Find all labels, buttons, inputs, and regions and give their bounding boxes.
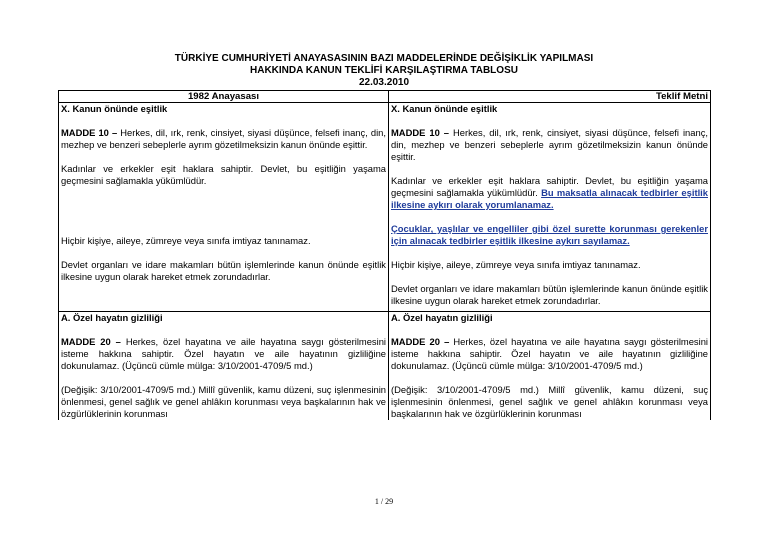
paragraph: Devlet organları ve idare makamları bütün işlemlerinde kanun önünde eşitlik ilkesine uygun olarak hareket etmek zorundadırlar. xyxy=(391,283,708,306)
paragraph: Hiçbir kişiye, aileye, zümreye veya sınıfa imtiyaz tanınamaz. xyxy=(61,235,311,246)
title-line-2: HAKKINDA KANUN TEKLİFİ KARŞILAŞTIRMA TABLOSU xyxy=(250,65,518,76)
section2-left-cell xyxy=(59,312,389,421)
comparison-table xyxy=(58,90,711,420)
article-label: MADDE 20 – xyxy=(61,336,121,347)
article-text: Herkes, özel hayatına ve aile hayatına saygı gösterilmesini isteme hakkına sahiptir. Özel hayatın ve aile hayatının gizliliğine dokunulamaz. (Üçüncü cümle mülga: 3/10/2001-4709/5 md.) xyxy=(61,336,386,371)
added-text: Bu maksatla alınacak tedbirler eşitlik ilkesine aykırı olarak yorumlanamaz. xyxy=(391,187,708,210)
column-header-right: Teklif Metni xyxy=(389,91,711,103)
table-header-row xyxy=(59,91,711,103)
article-text: Herkes, dil, ırk, renk, cinsiyet, siyasi düşünce, felsefi inanç, din, mezhep ve benzeri sebeplerle ayrım gözetilmeksizin kanun önünde eşittir. xyxy=(391,127,708,162)
article-text: Herkes, dil, ırk, renk, cinsiyet, siyasi düşünce, felsefi inanç, din, mezhep ve benzeri sebeplerle ayrım gözetilmeksizin kanun önünde eşittir. xyxy=(61,127,387,150)
title-date: 22.03.2010 xyxy=(358,77,410,88)
article-label: MADDE 20 – xyxy=(391,336,450,347)
paragraph: Kadınlar ve erkekler eşit haklara sahiptir. Devlet, bu eşitliğin yaşama geçmesini sağlamakla yükümlüdür. xyxy=(61,163,386,186)
added-paragraph: Çocuklar, yaşlılar ve engelliler gibi özel surette korunması gerekenler için alınacak tedbirler eşitlik ilkesine aykırı sayılamaz. xyxy=(391,223,708,246)
paragraph xyxy=(61,336,386,372)
section-heading: A. Özel hayatın gizliliği xyxy=(391,312,493,323)
title-line-1: TÜRKİYE CUMHURİYETİ ANAYASASININ BAZI MADDELERİNDE DEĞİŞİKLİK YAPILMASI xyxy=(174,53,594,64)
table-row xyxy=(59,103,711,312)
section-heading: A. Özel hayatın gizliliği xyxy=(61,312,163,323)
paragraph: Devlet organları ve idare makamları bütün işlemlerinde kanun önünde eşitlik ilkesine uygun olarak hareket etmek zorundadırlar. xyxy=(61,259,386,282)
document-title xyxy=(0,53,768,89)
paragraph: Hiçbir kişiye, aileye, zümreye veya sınıfa imtiyaz tanınamaz. xyxy=(391,259,641,270)
section1-left-cell xyxy=(59,103,389,312)
column-header-left: 1982 Anayasası xyxy=(59,91,389,103)
table-row xyxy=(59,312,711,421)
paragraph xyxy=(391,127,708,163)
article-label: MADDE 10 – xyxy=(61,127,118,138)
article-label: MADDE 10 – xyxy=(391,127,450,138)
paragraph xyxy=(61,127,386,151)
section-heading: X. Kanun önünde eşitlik xyxy=(391,103,498,114)
section2-right-cell xyxy=(389,312,711,421)
paragraph xyxy=(391,336,708,372)
original-text: Kadınlar ve erkekler eşit haklara sahiptir. Devlet, bu eşitliğin yaşama geçmesini sağlamakla yükümlüdür. xyxy=(391,175,708,198)
section-heading: X. Kanun önünde eşitlik xyxy=(61,103,168,114)
paragraph xyxy=(391,175,708,211)
article-text: Herkes, özel hayatına ve aile hayatına saygı gösterilmesini isteme hakkına sahiptir. Özel hayatın ve aile hayatının gizliliğine dokunulamaz. (Üçüncü cümle mülga: 3/10/2001-4709/5 md.) xyxy=(391,336,708,371)
section1-right-cell xyxy=(389,103,711,312)
paragraph: (Değişik: 3/10/2001-4709/5 md.) Millî güvenlik, kamu düzeni, suç işlenmesinin önlenmesi, genel sağlık ve genel ahlâkın korunması veya başkalarının hak ve özgürlüklerinin korunması xyxy=(391,384,708,419)
page-number: 1 / 29 xyxy=(374,497,394,506)
paragraph: (Değişik: 3/10/2001-4709/5 md.) Millî güvenlik, kamu düzeni, suç işlenmesinin önlenmesi, genel sağlık ve genel ahlâkın korunması veya başkalarının hak ve özgürlüklerinin korunması xyxy=(61,384,386,419)
